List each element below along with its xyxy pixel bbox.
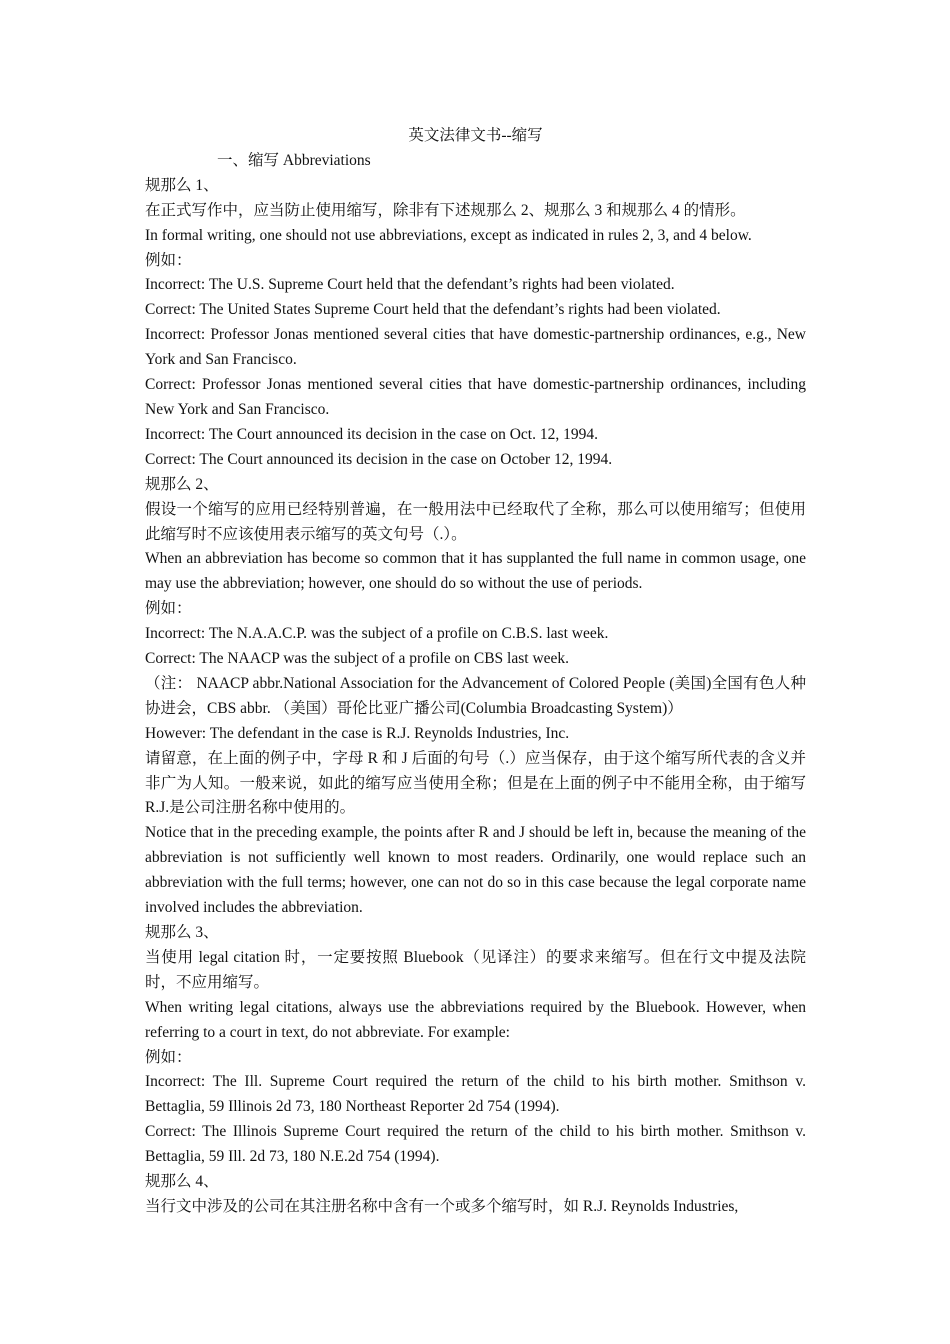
rule-2-note: （注： NAACP abbr.National Association for the Advancement of Colored People (美国)全国有色人种协进会，CBS abbr. （美国）哥伦比亚广播公司(Columbia Broadcasting System)）: [145, 674, 806, 717]
document-page: [145, 124, 806, 1220]
rule-1-chinese-text: 在正式写作中，应当防止使用缩写，除非有下述规那么 2、规那么 3 和规那么 4 的情形。: [145, 201, 746, 219]
rule-4-label: 规那么 4、: [145, 1173, 219, 1191]
example-line: Incorrect: The Ill. Supreme Court required the return of the child to his birth mother. Smithson v. Bettaglia, 59 Illinois 2d 73, 180 Northeast Reporter 2d 754 (1994).: [145, 1073, 806, 1116]
rule-1-label: 规那么 1、: [145, 176, 219, 194]
rule-3-chinese-text: 当使用 legal citation 时，一定要按照 Bluebook（见译注）的要求来缩写。但在行文中提及法院时，不应用缩写。: [145, 948, 806, 991]
example-line: Correct: The Illinois Supreme Court required the return of the child to his birth mother. Smithson v. Bettaglia, 59 Ill. 2d 73, 180 N.E.2d 754 (1994).: [145, 1123, 806, 1166]
example-line: Incorrect: The N.A.A.C.P. was the subject of a profile on C.B.S. last week.: [145, 625, 609, 643]
rule-2-example-label: 例如：: [145, 600, 192, 618]
rule-4-chinese-text: 当行文中涉及的公司在其注册名称中含有一个或多个缩写时，如 R.J. Reynolds Industries,: [145, 1197, 739, 1215]
example-line: Correct: The Court announced its decision in the case on October 12, 1994.: [145, 450, 613, 468]
rule-3-english-text: When writing legal citations, always use the abbreviations required by the Bluebook. However, when referring to a court in text, do not abbreviate. For example:: [145, 998, 806, 1041]
rule-2-however-line: However: The defendant in the case is R.J. Reynolds Industries, Inc.: [145, 724, 570, 742]
example-line: Correct: The NAACP was the subject of a profile on CBS last week.: [145, 650, 570, 668]
rule-2-chinese-text: 假设一个缩写的应用已经特别普遍，在一般用法中已经取代了全称，那么可以使用缩写；但使用此缩写时不应该使用表示缩写的英文句号（.）。: [145, 500, 806, 543]
rule-3-example-label: 例如：: [145, 1048, 192, 1066]
rule-2-notice-chinese: 请留意，在上面的例子中，字母 R 和 J 后面的句号（.）应当保存，由于这个缩写所代表的含义并非广为人知。一般来说，如此的缩写应当使用全称；但是在上面的例子中不能用全称，由于缩写 R.J.是公司注册名称中使用的。: [145, 749, 806, 817]
example-line: Incorrect: The U.S. Supreme Court held that the defendant’s rights had been violated.: [145, 276, 675, 294]
rule-3-label: 规那么 3、: [145, 924, 219, 941]
document-title: 英文法律文书--缩写: [408, 127, 543, 144]
section-heading: 一、缩写 Abbreviations: [217, 151, 371, 169]
rule-2-english-text: When an abbreviation has become so common that it has supplanted the full name in common usage, one may use the abbreviation; however, one should do so without the use of periods.: [145, 550, 806, 593]
rule-1-english-text: In formal writing, one should not use abbreviations, except as indicated in rules 2, 3, and 4 below.: [145, 226, 752, 244]
example-line: Correct: Professor Jonas mentioned several cities that have domestic-partnership ordinances, including New York and San Francisco.: [145, 376, 806, 418]
rule-2-notice-english: Notice that in the preceding example, the points after R and J should be left in, because the meaning of the abbreviation is not sufficiently well known to most readers. Ordinarily, one would replace such an abbreviation with the full terms; however, one can not do so in this case because the legal corporate name involved includes the abbreviation.: [145, 824, 806, 917]
rule-2-label: 规那么 2、: [145, 475, 219, 493]
example-line: Incorrect: The Court announced its decision in the case on Oct. 12, 1994.: [145, 425, 598, 443]
example-line: Correct: The United States Supreme Court held that the defendant’s rights had been violated.: [145, 301, 721, 319]
rule-1-example-label: 例如：: [145, 251, 192, 269]
example-line: Incorrect: Professor Jonas mentioned several cities that have domestic-partnership ordinances, e.g., New York and San Francisco.: [145, 326, 806, 369]
